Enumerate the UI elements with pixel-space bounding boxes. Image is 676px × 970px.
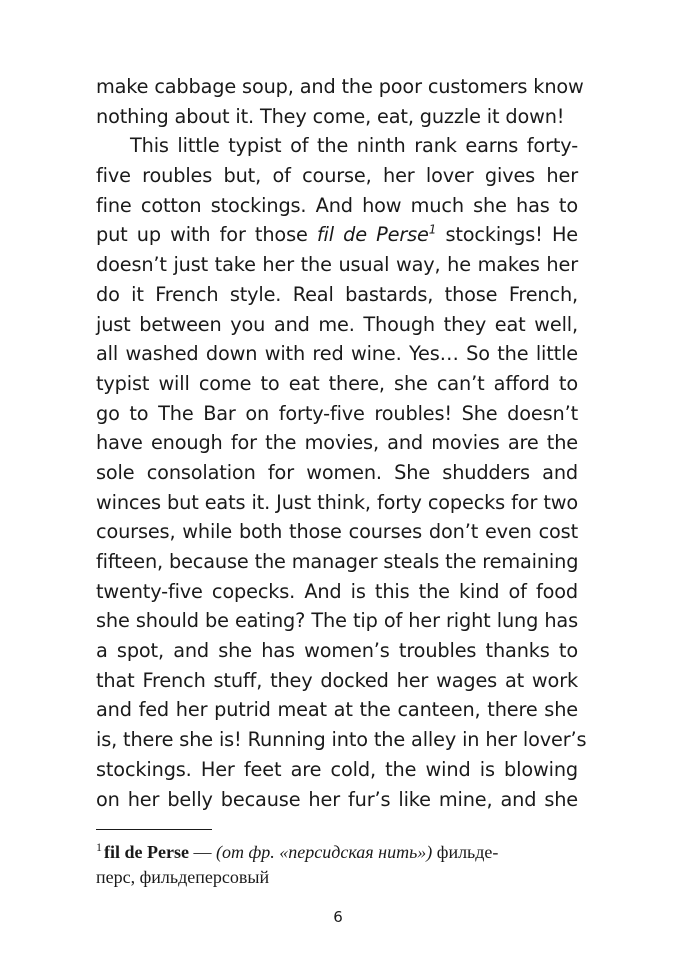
text-fragment: put up with for those [96,223,308,247]
footnote [96,840,578,890]
text-line: typist will come to eat there, she can’t afford to [96,371,578,395]
footnote-term: fil de Perse [104,842,189,862]
text-line: five roubles but, of course, her lover gives her [96,164,578,188]
footnote-gloss: (от фр. «персидская нить») [215,842,433,862]
footnote-number: 1 [96,840,102,854]
text-line [96,220,578,250]
text-line: do it French style. Real bastards, those French, [96,282,578,306]
text-line: a spot, and she has women’s troubles thanks to [96,639,578,663]
text-line: is, there she is! Running into the alley in her lover’s [96,728,587,752]
footnote-ref[interactable]: 1 [428,223,437,238]
text-line: make cabbage soup, and the poor customers know [96,75,584,98]
text-line: nothing about it. They come, eat, guzzle it down! [96,104,565,128]
foreign-term: fil de Perse [316,223,429,247]
text-line: sole consolation for women. She shudders and [96,460,578,484]
text-line: on her belly because her fur’s like mine, and she [96,787,578,811]
text-line: all washed down with red wine. Yes… So the little [96,342,578,366]
text-line: doesn’t just take her the usual way, he makes her [96,253,578,277]
page-number: 6 [333,908,343,926]
footnote-definition: перс, фильдеперсовый [96,867,270,887]
body-text [96,72,587,814]
text-line: twenty-five copecks. And is this the kind of food [96,579,578,603]
text-line: winces but eats it. Just think, forty copecks for two [96,490,578,514]
footnote-line [96,865,578,890]
text-line: have enough for the movies, and movies are the [96,431,578,455]
text-line: go to The Bar on forty-five roubles! She doesn’t [96,401,578,425]
footnote-dash: — [193,842,212,862]
text-line: fine cotton stockings. And how much she has to [96,193,578,217]
text-line: she should be eating? The tip of her right lung has [96,609,578,633]
text-line: that French stuff, they docked her wages at work [96,668,578,692]
text-fragment: stockings! He [445,223,578,247]
text-line: stockings. Her feet are cold, the wind is blowing [96,757,578,781]
text-line: fifteen, because the manager steals the remaining [96,550,579,573]
text-line: This little typist of the ninth rank earns forty- [130,134,578,158]
footnote-divider [96,829,212,830]
text-line: and fed her putrid meat at the canteen, there she [96,698,578,722]
text-line: courses, while both those courses don’t even cost [96,520,578,544]
text-line: just between you and me. Though they eat well, [96,312,578,336]
footnote-definition: фильде- [436,842,499,862]
footnote-line [96,840,578,865]
